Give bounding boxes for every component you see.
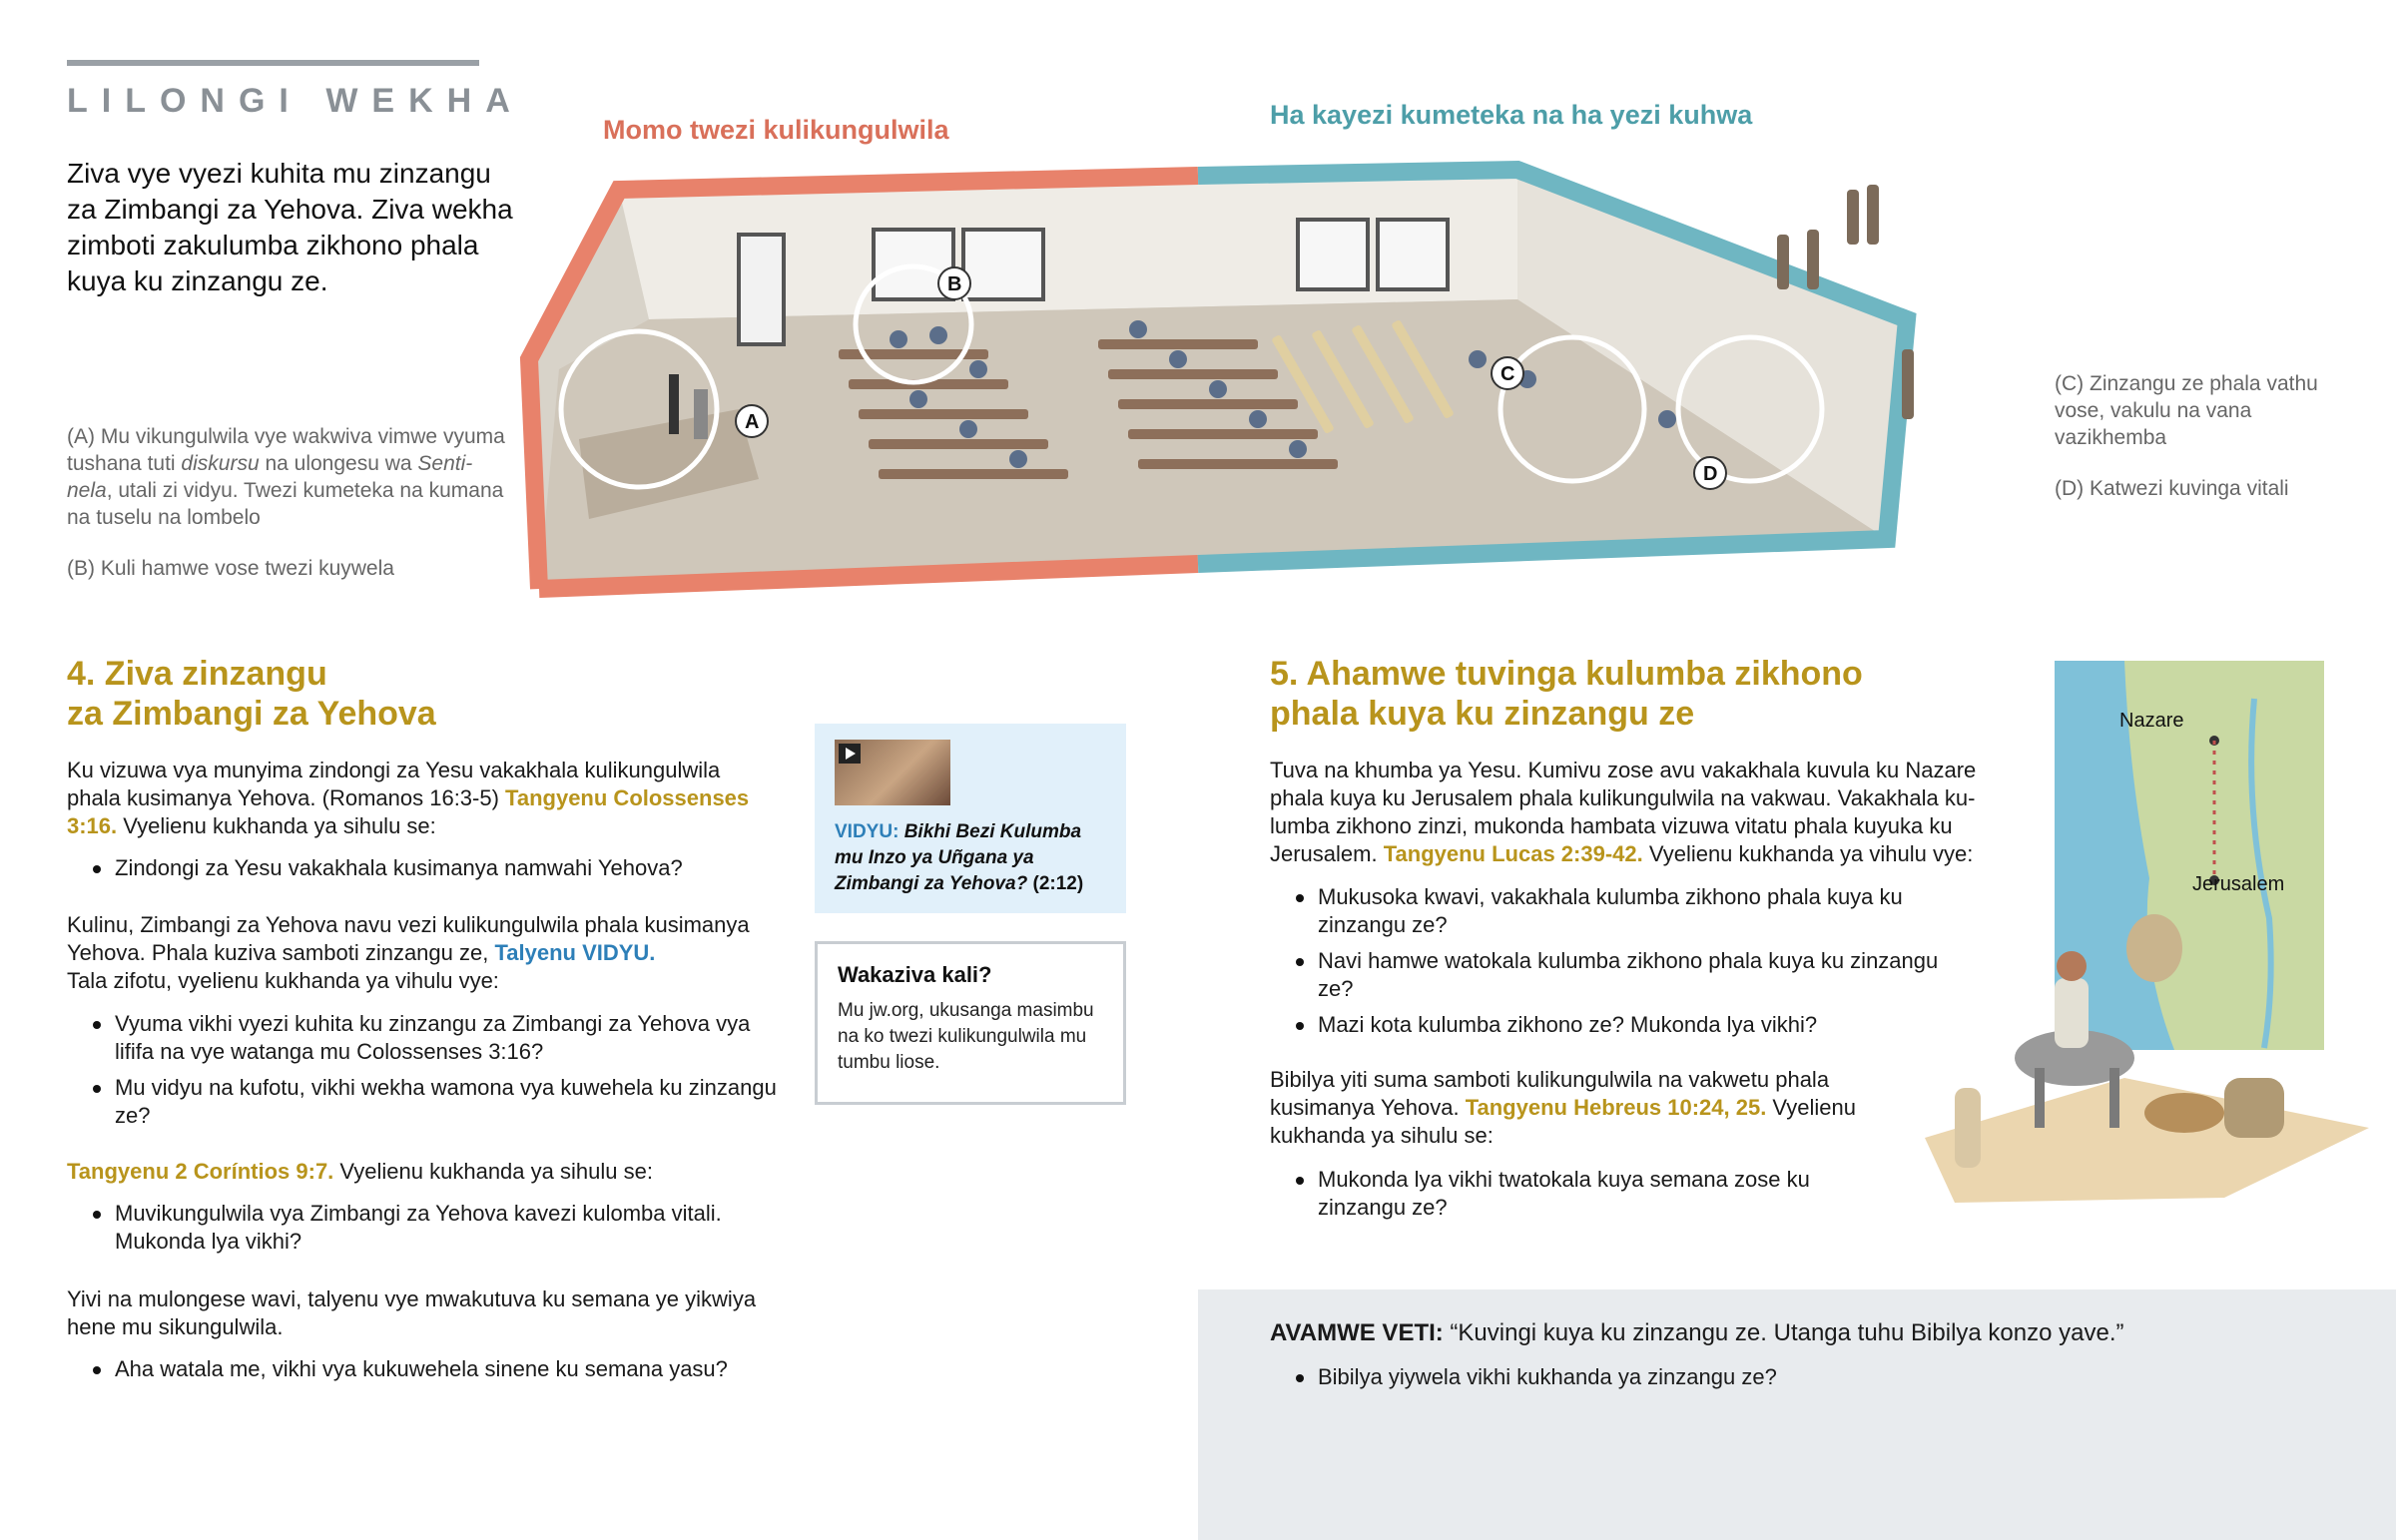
avamwe-label: AVAMWE VETI:: [1270, 1319, 1444, 1346]
intro-text: Ziva vye vyezi kuhita mu zinzangu za Zimbangi za Yehova. Ziva wekha zimboti zakulumba zikhono phala kuya ku zinzangu ze.: [67, 158, 513, 296]
marker-c-label: C: [1500, 363, 1515, 385]
caption-a-part3: , utali zi vidyu. Twezi kumeteka na kumana na tuselu na lombelo: [67, 479, 504, 529]
section5-heading-line1: 5. Ahamwe tuvinga kulumba zikhono: [1270, 655, 1863, 693]
list-item: Mu vidyu na kufotu, vikhi wekha wamona vya kuwehela ku zinzangu ze?: [67, 1074, 786, 1130]
door: [739, 235, 784, 344]
seated-person: [2224, 1078, 2284, 1138]
map-nazare-jerusalem: [1925, 659, 2369, 1218]
section5-p2-text: Bibilya yiti suma samboti kulikungulwila na vakwetu phala kusimanya Yehova.: [1270, 1067, 1830, 1120]
caption-a-part1: Mu vikungulwila vye wakwiva vimwe vyuma tushana tuti: [67, 425, 505, 475]
list-item: Aha watala me, vikhi vya kukuwehela sinene ku semana yasu?: [67, 1355, 786, 1383]
caption-b: (B) Kuli hamwe vose twezi kuywela: [67, 557, 394, 580]
section5-heading: [1270, 654, 1969, 734]
video-tag: VIDYU:: [835, 821, 899, 842]
section4-p2-end: Tala zifotu, vyelienu kukhanda ya vihulu vye:: [67, 968, 499, 993]
list-item: Muvikungulwila vya Zimbangi za Yehova kavezi kulomba vitali. Mukonda lya vikhi?: [67, 1200, 786, 1256]
ground-mat: [1925, 1078, 2369, 1203]
list-item: Mukonda lya vikhi twatokala kuya semana zose ku zinzangu ze?: [1270, 1166, 1829, 1222]
caption-a-part2: na ulongesu wa: [259, 452, 418, 475]
section5-p1-ref[interactable]: Tangyenu Lucas 2:39-42.: [1383, 841, 1643, 866]
section4-heading-line1: 4. Ziva zinzangu: [67, 655, 327, 693]
marker-c: [1492, 357, 1523, 389]
marker-d-label: D: [1703, 463, 1718, 485]
section5-p2: [1270, 1066, 1909, 1150]
speaker: [669, 374, 679, 434]
section-label: LILONGI WEKHA: [67, 82, 524, 120]
section4-list1: [67, 854, 776, 882]
sack: [2126, 914, 2182, 982]
window: [1298, 220, 1368, 289]
section5-heading-line2: phala kuya ku zinzangu ze: [1270, 695, 1695, 733]
did-you-know-title: Wakaziva kali?: [838, 962, 992, 987]
video-thumbnail[interactable]: [835, 740, 950, 805]
caption-a-italic2: Sentinela: [67, 452, 473, 502]
basket: [2144, 1093, 2224, 1133]
section5-p1-text: Tuva na khumba ya Yesu. Kumivu zose avu vakakhala kuvula ku Nazare phala kuya ku Jerusalem phala kulikungulwila na vakwau. Vakakhala kulumba zikhono zinzi, mukonda hambata vizuwa vitatu phala kuyuka ku Jerusalem.: [1270, 758, 1977, 866]
section5-p1: [1270, 757, 2009, 868]
map-label-jerusalem: Jerusalem: [2192, 873, 2285, 895]
section4-p1-ref[interactable]: Tangyenu Colossenses 3:16.: [67, 785, 750, 838]
section5-p2-end: Vyelienu kukhanda ya sihulu se:: [1270, 1095, 1856, 1148]
section4-p1-text: Ku vizuwa vya munyima zindongi za Yesu vakakhala kulikungulwila phala kusimanya Yehova. (Romanos 16:3-5): [67, 758, 721, 810]
video-label[interactable]: [835, 819, 1106, 897]
rider: [2055, 978, 2089, 1048]
list-item: Mazi kota kulumba zikhono ze? Mukonda lya vikhi?: [1270, 1011, 1949, 1039]
window: [963, 230, 1043, 299]
marker-a: [736, 405, 768, 437]
caption-a-italic: diskursu: [181, 452, 260, 475]
section-rule: [67, 60, 479, 66]
caption-c: (C) Zinzangu ze phala vathu vose, vakulu na vana vazikhemba: [2055, 372, 2318, 449]
avamwe-list: [1270, 1363, 2168, 1391]
section4-p3: [67, 1158, 776, 1186]
list-item: Bibilya yiywela vikhi kukhanda ya zinzangu ze?: [1270, 1363, 2168, 1391]
list-item: Mukusoka kwavi, vakakhala kulumba zikhono phala kuya ku zinzangu ze?: [1270, 883, 1949, 939]
child: [1955, 1088, 1981, 1168]
marker-b: [938, 267, 970, 299]
section4-p2: [67, 911, 796, 995]
avamwe-statement: [1270, 1317, 2368, 1349]
kingdom-hall-illustration: [519, 160, 1917, 599]
section4-p4: Yivi na mulongese wavi, talyenu vye mwakutuva ku semana ye yikwiya hene mu sikungulwila.: [67, 1286, 757, 1339]
section5-list1: [1270, 883, 1949, 1039]
marker-d: [1694, 457, 1726, 489]
section4-p2-text: Kulinu, Zimbangi za Yehova navu vezi kulikungulwila phala kusimanya Yehova. Phala kuziva samboti zinzangu ze,: [67, 912, 750, 965]
illustration-title-right: Ha kayezi kumeteka na ha yezi kuhwa: [1270, 100, 1753, 130]
avamwe-quote: “Kuvingi kuya ku zinzangu ze. Utanga tuhu Bibilya konzo yave.”: [1443, 1319, 2124, 1346]
section5-list2: [1270, 1166, 1829, 1222]
marker-a-label: A: [745, 411, 760, 433]
play-icon[interactable]: [839, 744, 861, 764]
video-title: Bikhi Bezi Kulumba mu Inzo ya Uñgana ya Zimbangi za Yehova?: [835, 821, 1082, 894]
section4-list4: [67, 1355, 786, 1383]
section4-p3-ref[interactable]: Tangyenu 2 Coríntios 9:7.: [67, 1159, 334, 1184]
video-duration: (2:12): [1032, 873, 1084, 894]
section4-list2: [67, 1010, 786, 1130]
illustration-title-left: Momo twezi kulikungulwila: [603, 115, 949, 145]
section4-video-link[interactable]: Talyenu VIDYU.: [494, 940, 656, 965]
section4-p1: [67, 757, 776, 840]
section5-p1-end: Vyelienu kukhanda ya vihulu vye:: [1642, 841, 1974, 866]
list-item: Zindongi za Yesu vakakhala kusimanya namwahi Yehova?: [67, 854, 776, 882]
section4-heading-line2: za Zimbangi za Yehova: [67, 695, 436, 733]
caption-a-prefix: (A): [67, 425, 95, 448]
caption-d: (D) Katwezi kuvinga vitali: [2055, 477, 2289, 500]
section4-p3-end: Vyelienu kukhanda ya sihulu se:: [333, 1159, 653, 1184]
list-item: Navi hamwe watokala kulumba zikhono phala kuya ku zinzangu ze?: [1270, 947, 1949, 1003]
list-item: Vyuma vikhi vyezi kuhita ku zinzangu za Zimbangi za Yehova vya lififa na vye watanga mu Colossenses 3:16?: [67, 1010, 786, 1066]
map-label-nazare: Nazare: [2119, 710, 2184, 732]
caption-a: [67, 423, 506, 531]
section5-p2-ref[interactable]: Tangyenu Hebreus 10:24, 25.: [1465, 1095, 1767, 1120]
section4-heading: [67, 654, 766, 734]
did-you-know-text: Mu jw.org, ukusanga masimbu na ko twezi kulikungulwila mu tumbu liose.: [838, 1000, 1094, 1073]
marker-b-label: B: [947, 273, 962, 295]
podium: [694, 389, 708, 439]
video-box[interactable]: [815, 724, 1126, 913]
window: [1378, 220, 1448, 289]
section4-list3: [67, 1200, 786, 1256]
section4-p1-end: Vyelienu kukhanda ya sihulu se:: [117, 813, 436, 838]
did-you-know-box: [815, 941, 1126, 1105]
